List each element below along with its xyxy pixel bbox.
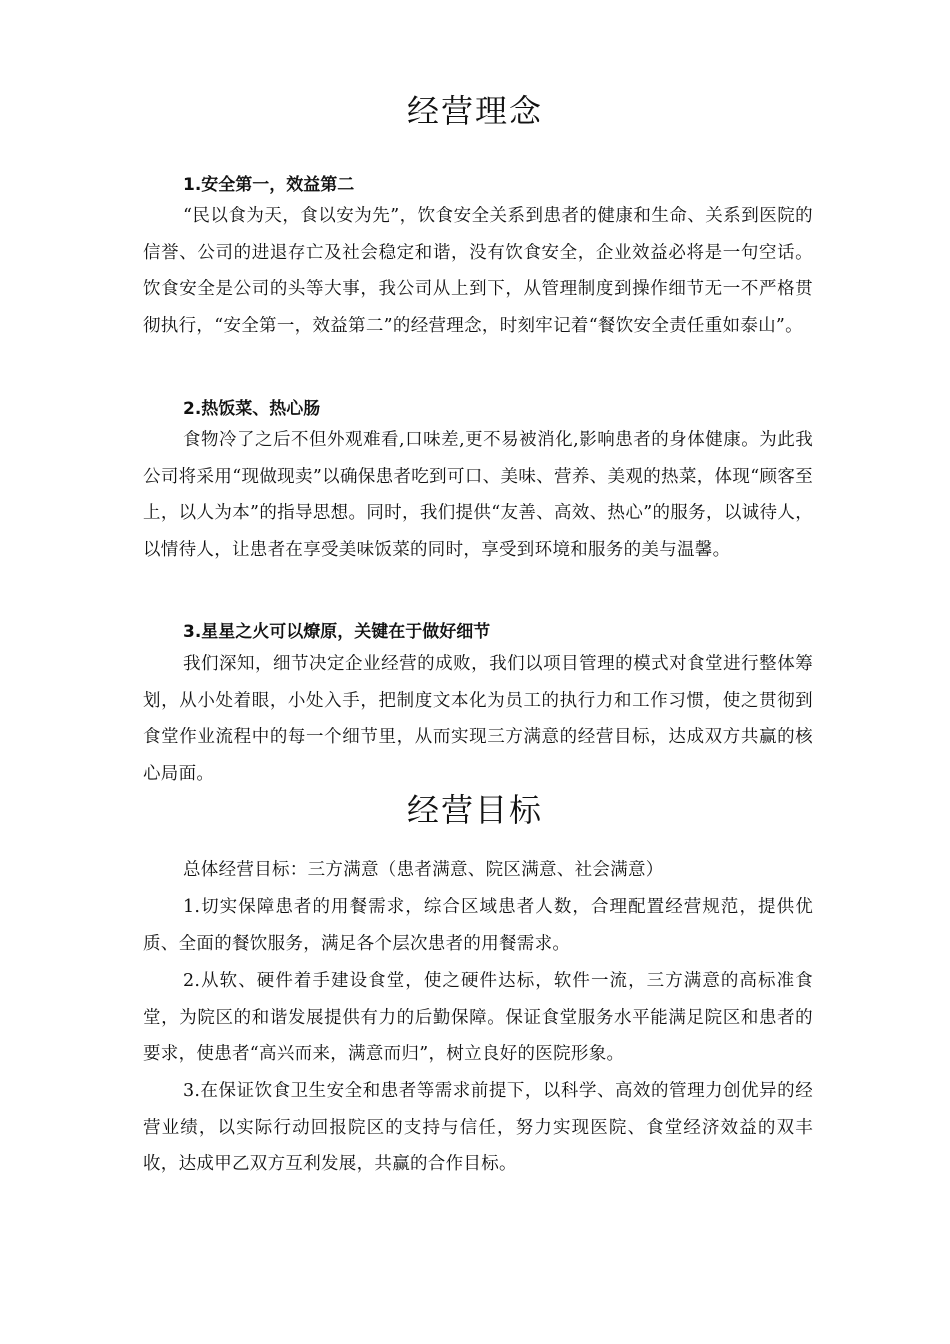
heading-hot-food: 2.热饭菜、热心肠 <box>183 399 321 419</box>
paragraph-hot-food: 食物冷了之后不但外观难看,口味差,更不易被消化,影响患者的身体健康。为此我公司将采用“现做现卖”以确保患者吃到可口、美味、营养、美观的热菜，体现“顾客至上，以人为本”的指导思想。同时，我们提供“友善、高效、热心”的服务，以诚待人，以情待人，让患者在享受美味饭菜的同时，享受到环境和服务的美与温馨。 <box>143 430 813 560</box>
paragraph-goal-3: 3.在保证饮食卫生安全和患者等需求前提下，以科学、高效的管理力创优异的经营业绩，以实际行动回报院区的支持与信任，努力实现医院、食堂经济效益的双丰收，达成甲乙双方互利发展，共赢的合作目标。 <box>143 1081 813 1175</box>
section-title-goals: 经营目标 <box>406 791 543 829</box>
heading-details: 3.星星之火可以燎原，关键在于做好细节 <box>183 622 491 642</box>
paragraph-overall-goal: 总体经营目标：三方满意（患者满意、院区满意、社会满意） <box>183 860 664 880</box>
paragraph-safety-first: “民以食为天，食以安为先”，饮食安全关系到患者的健康和生命、关系到医院的信誉、公司的进退存亡及社会稳定和谐，没有饮食安全，企业效益必将是一句空话。饮食安全是公司的头等大事，我公司从上到下，从管理制度到操作细节无一不严格贯彻执行，“安全第一，效益第二”的经营理念，时刻牢记着“餐饮安全责任重如泰山”。 <box>143 206 813 336</box>
heading-safety-first: 1.安全第一，效益第二 <box>183 175 355 195</box>
paragraph-goal-2: 2.从软、硬件着手建设食堂，使之硬件达标，软件一流，三方满意的高标准食堂，为院区的和谐发展提供有力的后勤保障。保证食堂服务水平能满足院区和患者的要求，使患者“高兴而来，满意而归”，树立良好的医院形象。 <box>143 971 813 1065</box>
section-title-philosophy: 经营理念 <box>406 92 543 130</box>
paragraph-goal-1: 1.切实保障患者的用餐需求，综合区域患者人数，合理配置经营规范，提供优质、全面的餐饮服务，满足各个层次患者的用餐需求。 <box>143 897 813 954</box>
paragraph-details: 我们深知，细节决定企业经营的成败，我们以项目管理的模式对食堂进行整体筹划，从小处着眼，小处入手，把制度文本化为员工的执行力和工作习惯，使之贯彻到食堂作业流程中的每一个细节里，从而实现三方满意的经营目标，达成双方共赢的核心局面。 <box>143 654 813 784</box>
